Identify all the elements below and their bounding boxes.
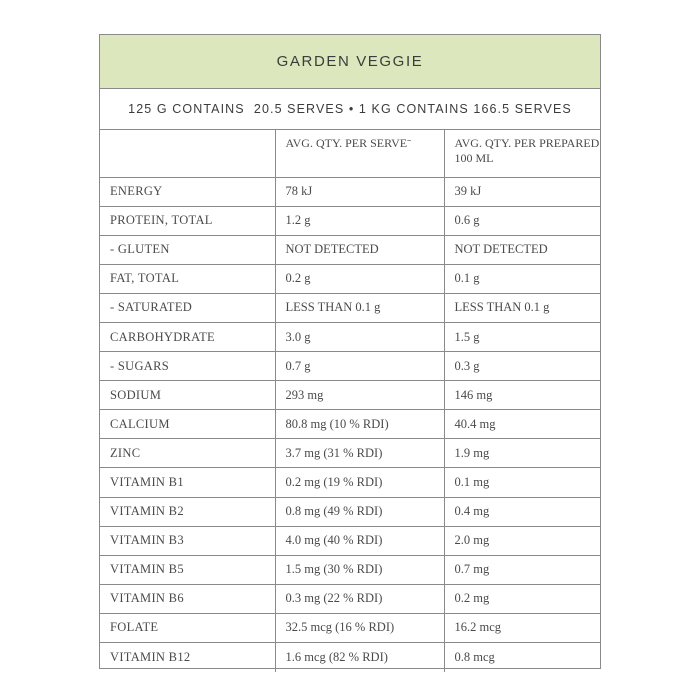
table-row: [100, 293, 600, 322]
serves-info: 125 G CONTAINS 20.5 SERVES • 1 KG CONTAINS 166.5 SERVES: [100, 89, 600, 130]
per-serve-value: LESS THAN 0.1 g: [275, 293, 444, 322]
table-row: [100, 177, 600, 206]
table-row: [100, 352, 600, 381]
nutrient-name: VITAMIN B6: [100, 584, 275, 613]
per-100ml-value: 39 kJ: [444, 177, 600, 206]
per-100ml-value: 0.7 mg: [444, 555, 600, 584]
per-serve-value: 32.5 mcg (16 % RDI): [275, 613, 444, 642]
header-per-100ml: AVG. QTY. PER PREPARED 100 ML: [444, 130, 600, 177]
nutrient-name: VITAMIN B3: [100, 526, 275, 555]
per-serve-value: 293 mg: [275, 381, 444, 410]
per-100ml-value: 0.8 mcg: [444, 643, 600, 672]
nutrient-name: FOLATE: [100, 613, 275, 642]
table-row: [100, 526, 600, 555]
table-row: [100, 264, 600, 293]
per-serve-value: 0.8 mg (49 % RDI): [275, 497, 444, 526]
per-serve-value: 3.7 mg (31 % RDI): [275, 439, 444, 468]
per-100ml-value: 0.2 mg: [444, 584, 600, 613]
nutrient-name: ENERGY: [100, 177, 275, 206]
table-row: [100, 468, 600, 497]
table-row: [100, 322, 600, 351]
nutrient-name: SODIUM: [100, 381, 275, 410]
per-serve-value: 1.5 mg (30 % RDI): [275, 555, 444, 584]
product-title: GARDEN VEGGIE: [100, 35, 600, 89]
nutrient-name: FAT, TOTAL: [100, 264, 275, 293]
per-100ml-value: 0.3 g: [444, 352, 600, 381]
table-row: [100, 497, 600, 526]
per-100ml-value: NOT DETECTED: [444, 235, 600, 264]
table-row: [100, 555, 600, 584]
nutrient-name: ZINC: [100, 439, 275, 468]
nutrient-name: PROTEIN, TOTAL: [100, 206, 275, 235]
nutrition-table: [100, 130, 600, 672]
nutrient-name: - SUGARS: [100, 352, 275, 381]
per-serve-value: 0.7 g: [275, 352, 444, 381]
per-serve-value: 0.2 mg (19 % RDI): [275, 468, 444, 497]
nutrient-name: VITAMIN B2: [100, 497, 275, 526]
nutrient-name: VITAMIN B12: [100, 643, 275, 672]
per-serve-value: 4.0 mg (40 % RDI): [275, 526, 444, 555]
per-100ml-value: 146 mg: [444, 381, 600, 410]
nutrient-name: VITAMIN B1: [100, 468, 275, 497]
table-row: [100, 410, 600, 439]
nutrient-name: - GLUTEN: [100, 235, 275, 264]
per-100ml-value: 16.2 mcg: [444, 613, 600, 642]
per-100ml-value: 0.6 g: [444, 206, 600, 235]
table-row: [100, 381, 600, 410]
nutrient-name: CARBOHYDRATE: [100, 322, 275, 351]
per-100ml-value: 40.4 mg: [444, 410, 600, 439]
header-per-serve: AVG. QTY. PER SERVEˉ: [275, 130, 444, 177]
per-100ml-value: 0.4 mg: [444, 497, 600, 526]
header-nutrient: [100, 130, 275, 177]
table-header-row: [100, 130, 600, 177]
per-serve-value: 80.8 mg (10 % RDI): [275, 410, 444, 439]
per-100ml-value: 1.5 g: [444, 322, 600, 351]
per-100ml-value: 0.1 g: [444, 264, 600, 293]
per-100ml-value: 2.0 mg: [444, 526, 600, 555]
per-serve-value: 1.2 g: [275, 206, 444, 235]
per-serve-value: 1.6 mcg (82 % RDI): [275, 643, 444, 672]
table-row: [100, 235, 600, 264]
table-row: [100, 643, 600, 672]
per-serve-value: 0.2 g: [275, 264, 444, 293]
per-serve-value: NOT DETECTED: [275, 235, 444, 264]
nutrient-name: - SATURATED: [100, 293, 275, 322]
table-row: [100, 206, 600, 235]
nutrient-name: CALCIUM: [100, 410, 275, 439]
per-serve-value: 3.0 g: [275, 322, 444, 351]
per-100ml-value: 0.1 mg: [444, 468, 600, 497]
per-100ml-value: LESS THAN 0.1 g: [444, 293, 600, 322]
table-row: [100, 613, 600, 642]
table-row: [100, 439, 600, 468]
table-row: [100, 584, 600, 613]
nutrient-name: VITAMIN B5: [100, 555, 275, 584]
per-serve-value: 0.3 mg (22 % RDI): [275, 584, 444, 613]
per-serve-value: 78 kJ: [275, 177, 444, 206]
nutrition-panel: [99, 34, 601, 669]
per-100ml-value: 1.9 mg: [444, 439, 600, 468]
